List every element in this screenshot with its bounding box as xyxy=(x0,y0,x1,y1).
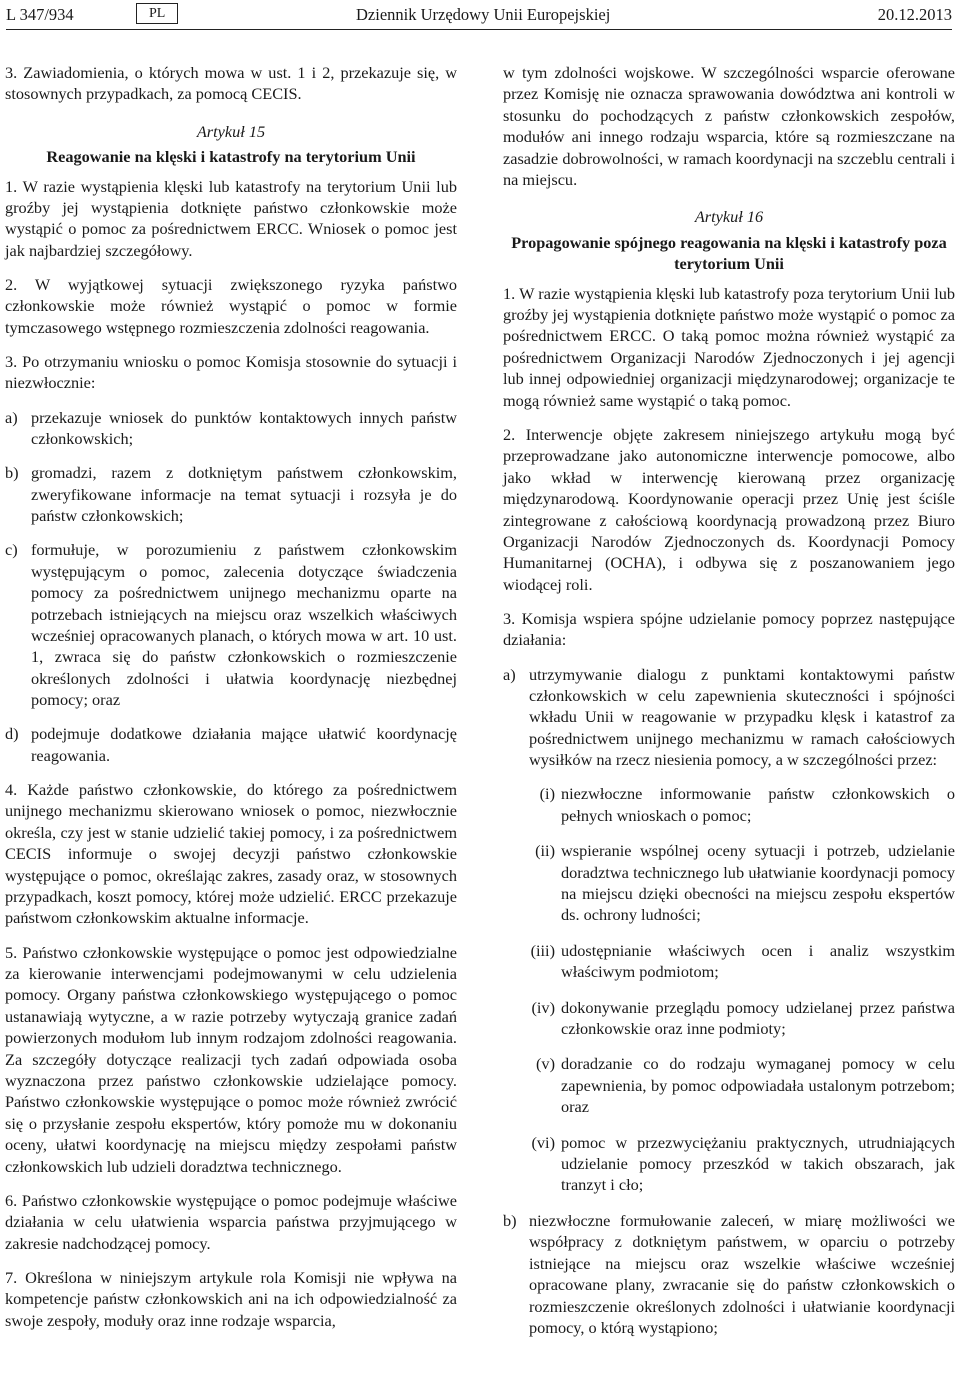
sub-list-item xyxy=(515,840,955,926)
article-number: Artykuł 16 xyxy=(694,207,764,227)
sub-list-item-text: wspieranie wspólnej oceny sytuacji i potrzeb, udzielanie doradztwa technicznego lub ułatwianie koordynacji pomocy na miejscu dzięki obecności na miejscu zespołu ekspertów ds. ochrony ludności; xyxy=(561,841,955,925)
list-item xyxy=(5,723,457,766)
journal-title: Dziennik Urzędowy Unii Europejskiej xyxy=(356,5,611,24)
page-reference: L 347/934 xyxy=(6,5,74,24)
list-item-label: a) xyxy=(5,407,18,427)
list-item-text: formułuje, w porozumieniu z państwem członkowskim występującym o pomoc, zalecenia dotyczące świadczenia pomocy za pośrednictwem unijnego mechanizmu oparte na potrzebach istniejących na miejscu oraz wszelkich właściwych wcześniej opracowanych planach, o których mowa w art. 10 ust. 1, zwraca się do państw członkowskich o rozmieszczenie określonych zdolności i ułatwia koordynację niezbędnej pomocy; oraz xyxy=(31,540,457,710)
sub-list-item-text: pomoc w przezwyciężaniu praktycznych, utrudniających udzielanie pomocy przeszkód w takich obszarach, jak tranzyt i cło; xyxy=(561,1132,955,1195)
article-title: Propagowanie spójnego reagowania na klęski i katastrofy poza terytorium Unii xyxy=(511,232,947,274)
sub-list-item xyxy=(515,783,955,826)
sub-list-item-label: (i) xyxy=(539,784,555,804)
sub-list-item xyxy=(515,940,955,983)
sub-list-item-text: niezwłoczne informowanie państw członkowskich o pełnych wnioskach o pomoc; xyxy=(561,784,955,825)
sub-list-item-label: (iv) xyxy=(531,997,555,1017)
list-item-label: a) xyxy=(503,664,516,684)
paragraph: 1. W razie wystąpienia klęski lub katastrofy poza terytorium Unii lub groźby jej wystąpienia dotknięte państwo może wystąpić o pomoc za pośrednictwem ERCC. O taką pomoc można również wystąpić za pośrednictwem Organizacji Narodów Zjednoczonych i jej agencji lub innej odpowiedniej organizacji międzynarodowej; organizacje te mogą również same wystąpić o taką pomoc. xyxy=(503,283,955,410)
list-item-text: utrzymywanie dialogu z punktami kontaktowymi państw członkowskich w celu zapewnienia skuteczności i spójności wkładu Unii w reagowanie w przypadku klęsk i katastrof za pośrednictwem unijnego mechanizmu w ramach całościowych wysiłków na rzecz niesienia pomocy, a w szczególności przez: xyxy=(529,664,955,770)
list-item-label: c) xyxy=(5,540,18,560)
paragraph: 3. Zawiadomienia, o których mowa w ust. 1 i 2, przekazuje się, w stosownych przypadkach, za pomocą CECIS. xyxy=(5,63,457,104)
left-column xyxy=(5,62,457,1344)
article-title: Reagowanie na klęski i katastrofy na terytorium Unii xyxy=(46,147,416,167)
list-item xyxy=(5,539,457,710)
paragraph: 3. Komisja wspiera spójne udzielanie pomocy poprzez następujące działania: xyxy=(503,608,955,650)
list-item-text: przekazuje wniosek do punktów kontaktowych innych państw członkowskich; xyxy=(31,407,457,449)
page-header xyxy=(6,3,952,30)
sub-list-item-text: dokonywanie przeglądu pomocy udzielanej przez państwa członkowskie oraz inne podmioty; xyxy=(561,997,955,1039)
list-item-label: d) xyxy=(5,724,19,744)
list-item-text: gromadzi, razem z dotkniętym państwem członkowskim, zweryfikowane informacje na temat sytuacji i rozsyła je do państw członkowskich; xyxy=(31,463,457,526)
language-badge: PL xyxy=(136,3,178,24)
sub-list-item xyxy=(515,1132,955,1196)
paragraph: w tym zdolności wojskowe. W szczególności wsparcie oferowane przez Komisję nie oznacza sprawowania dowództwa ani kontroli w stosunku do pochodzących z państw członkowskich zespołów, modułów ani innego rodzaju wsparcia, które są rozmieszczane na zasadzie dobrowolności, w ramach koordynacji na szczeblu centrali i na miejscu. xyxy=(503,63,955,190)
sub-list-item-label: (ii) xyxy=(535,841,555,861)
paragraph: 7. Określona w niniejszym artykule rola Komisji nie wpływa na kompetencje państw członkowskich ani na ich odpowiedzialność za swoje zespoły, moduły oraz inne rodzaje wsparcia, xyxy=(5,1267,457,1330)
list-item xyxy=(503,1210,955,1338)
list-item xyxy=(503,664,955,771)
sub-list-item xyxy=(515,1053,955,1117)
article-number: Artykuł 15 xyxy=(196,121,266,141)
right-column xyxy=(503,62,955,1351)
sub-list-item xyxy=(515,997,955,1040)
paragraph: 4. Każde państwo członkowskie, do którego za pośrednictwem unijnego mechanizmu skierowano wniosek o pomoc, niezwłocznie określa, czy jest w stanie udzielić takiej pomocy, i za pośrednictwem CECIS informuje o swojej decyzji państwo członkowskie występujące o pomoc, określając zakres, zasady oraz, w stosownych przypadkach, koszt pomocy, której może udzielić. ERCC przekazuje państwom członkowskim aktualne informacje. xyxy=(5,779,457,928)
paragraph: 5. Państwo członkowskie występujące o pomoc jest odpowiedzialne za kierowanie interwencjami podejmowanymi w celu udzielenia pomocy. Organy państwa członkowskiego występującego o pomoc ustanawiają wytyczne, a w razie potrzeby wytyczają granice zadań powierzonych modułom lub innym rodzajom zdolności reagowania. Za szczegóły dotyczące realizacji tych zadań odpowiada osoba wyznaczona przez państwo członkowskie udzielające pomocy. Państwo członkowskie występujące o pomoc może również zwrócić się o przysłanie zespołu ekspertów, który pomoże mu w dokonaniu oceny, ułatwi koordynację na miejscu między zespołami państw członkowskich lub udzieli doradztwa technicznego. xyxy=(5,942,457,1176)
list-item xyxy=(5,462,457,526)
paragraph: 3. Po otrzymaniu wniosku o pomoc Komisja stosownie do sytuacji i niezwłocznie: xyxy=(5,352,457,393)
paragraph: 1. W razie wystąpienia klęski lub katastrofy na terytorium Unii lub groźby jej wystąpienia dotknięte państwo członkowskie może wystąpić o pomoc za pośrednictwem ERCC. Wniosek o pomoc jest jak najbardziej szczegółowy. xyxy=(5,176,457,260)
sub-list-item-label: (iii) xyxy=(530,940,555,960)
paragraph: 2. Interwencje objęte zakresem niniejszego artykułu mogą być przeprowadzane jako autonomiczne interwencje pomocowe, albo jako wkład w interwencję kierowaną przez organizację międzynarodową. Koordynowanie operacji przez Unię jest ściśle zintegrowane z całościową koordynacją prowadzoną przez Biuro Organizacji Narodów Zjednoczonych ds. Koordynacji Pomocy Humanitarnej (OCHA), i odbywa się z poszanowaniem jego wiodącej roli. xyxy=(503,424,955,594)
list-item-label: b) xyxy=(5,463,19,483)
paragraph: 2. W wyjątkowej sytuacji zwiększonego ryzyka państwo członkowskie może również wystąpić o pomoc w formie tymczasowego wstępnego rozmieszczenia zdolności reagowania. xyxy=(5,275,457,337)
list-item-text: podejmuje dodatkowe działania mające ułatwić koordynację reagowania. xyxy=(31,724,457,765)
sub-list-item-text: udostępnianie właściwych ocen i analiz wszystkim właściwym podmiotom; xyxy=(561,940,955,982)
publication-date: 20.12.2013 xyxy=(877,5,952,24)
list-item xyxy=(5,407,457,450)
paragraph: 6. Państwo członkowskie występujące o pomoc podejmuje właściwe działania w celu ułatwienia wsparcia państwa przyjmującego w zakresie nadchodzącej pomocy. xyxy=(5,1190,457,1253)
list-item-text: niezwłoczne formułowanie zaleceń, w miarę możliwości we współpracy z dotkniętym państwem, w oparciu o potrzeby istniejące na miejscu oraz wszelkie właściwe wcześniej opracowane plany, zwracanie się do państw członkowskich o rozmieszczenie określonych zdolności i ułatwianie koordynacji pomocy, o którą wystąpiono; xyxy=(529,1210,955,1337)
sub-list-item-label: (v) xyxy=(536,1054,555,1074)
list-item-label: b) xyxy=(503,1210,517,1230)
sub-list-item-text: doradzanie co do rodzaju wymaganej pomocy w celu zapewnienia, by pomoc odpowiadała ustalonym potrzebom; oraz xyxy=(561,1054,955,1117)
sub-list-item-label: (vi) xyxy=(531,1132,555,1152)
